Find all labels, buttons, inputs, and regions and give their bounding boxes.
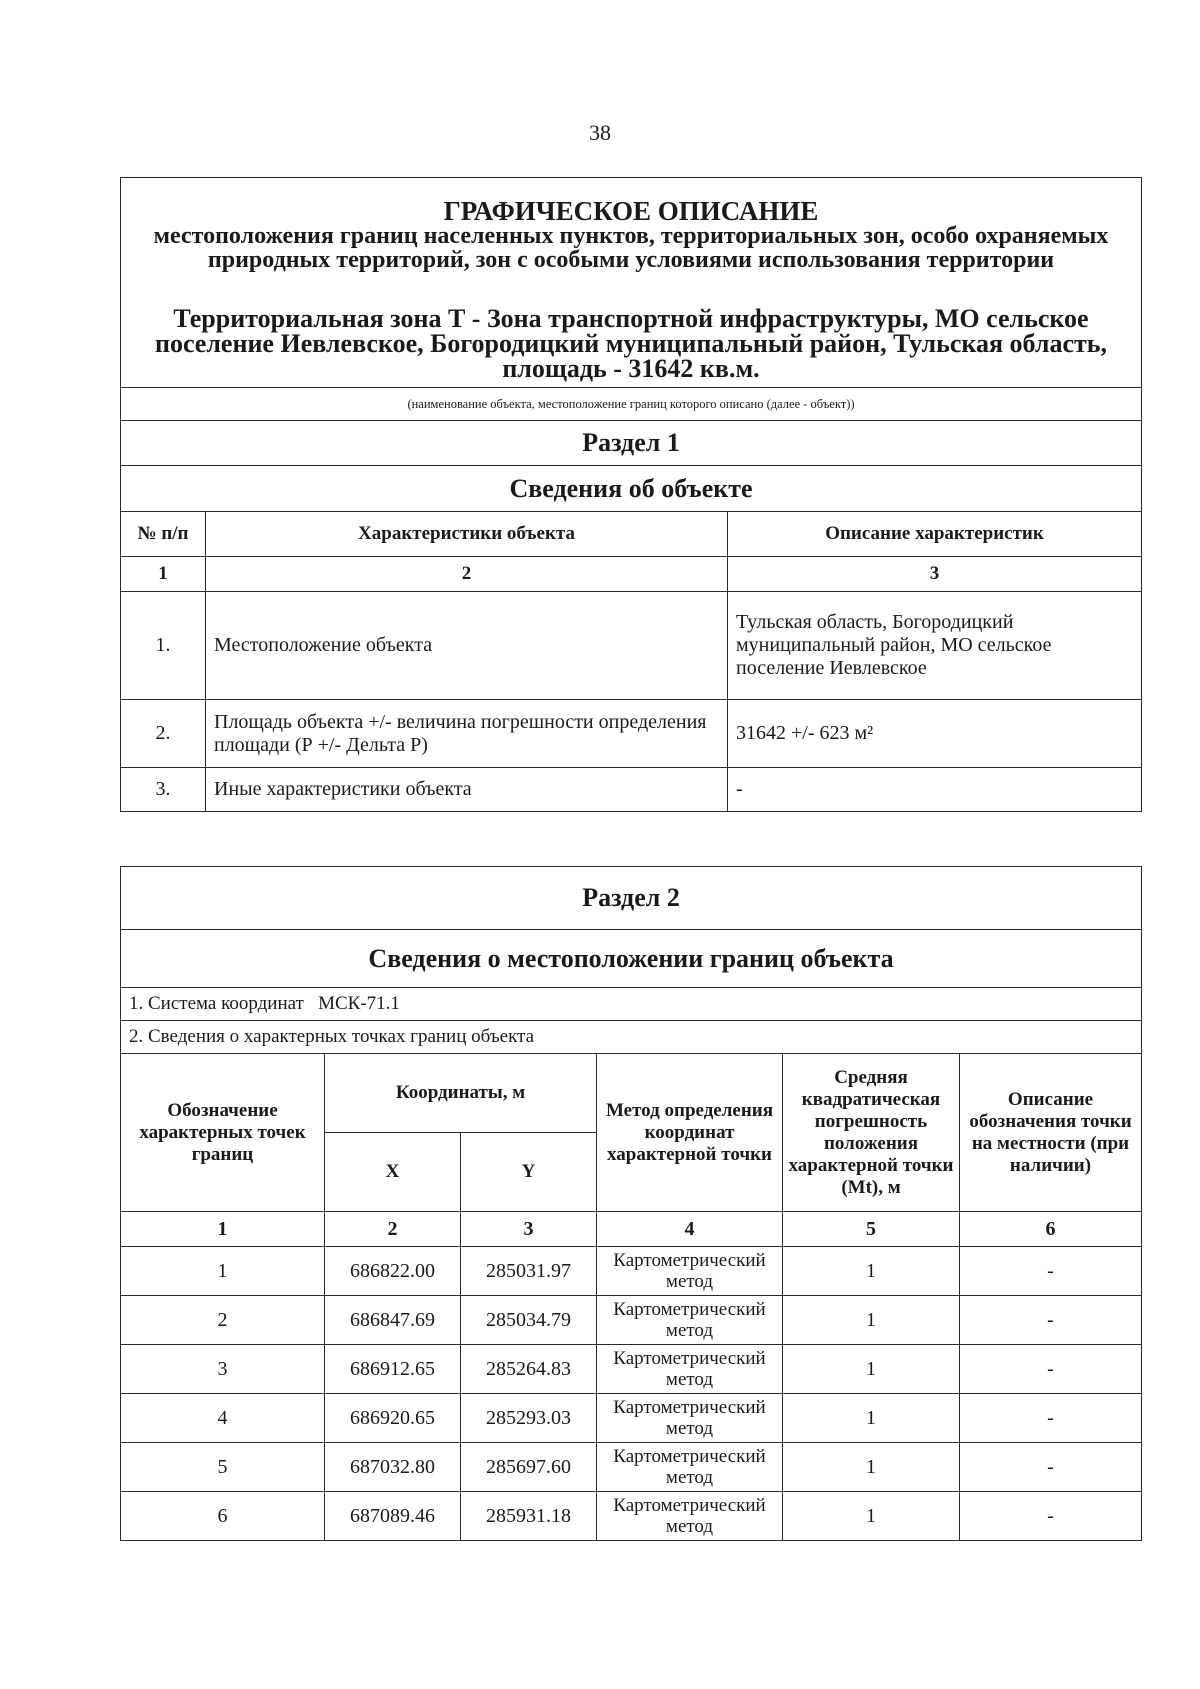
- table-row: [121, 1247, 1142, 1296]
- point-id: 4: [121, 1394, 325, 1443]
- table-row: [121, 592, 1142, 700]
- point-x: 686912.65: [325, 1345, 461, 1394]
- point-id: 6: [121, 1492, 325, 1541]
- point-id: 2: [121, 1296, 325, 1345]
- point-id: 3: [121, 1345, 325, 1394]
- point-desc: -: [960, 1247, 1142, 1296]
- point-desc: -: [960, 1492, 1142, 1541]
- point-y: 285034.79: [461, 1296, 597, 1345]
- col-header-coordinates: Координаты, м: [325, 1054, 597, 1133]
- col-header-y: Y: [461, 1133, 597, 1212]
- point-mt: 1: [783, 1394, 960, 1443]
- points-caption: 2. Сведения о характерных точках границ объекта: [121, 1021, 1142, 1054]
- point-y: 285031.97: [461, 1247, 597, 1296]
- section1-table: [120, 177, 1142, 812]
- col-index-1: 1: [121, 1212, 325, 1247]
- point-desc: -: [960, 1443, 1142, 1492]
- document-header: [121, 178, 1142, 388]
- point-method: Картометрический метод: [597, 1394, 783, 1443]
- point-x: 686847.69: [325, 1296, 461, 1345]
- table-row: [121, 1345, 1142, 1394]
- row-characteristic: Иные характеристики объекта: [206, 768, 728, 812]
- col-header-designation: Обозначение характерных точек границ: [121, 1054, 325, 1212]
- point-x: 686920.65: [325, 1394, 461, 1443]
- point-y: 285264.83: [461, 1345, 597, 1394]
- col-index-1: 1: [121, 557, 206, 592]
- row-number: 1.: [121, 592, 206, 700]
- point-mt: 1: [783, 1345, 960, 1394]
- row-description: -: [728, 768, 1142, 812]
- col-index-2: 2: [206, 557, 728, 592]
- col-header-num: № п/п: [121, 512, 206, 557]
- table-row: [121, 1443, 1142, 1492]
- section1-subtitle: Сведения об объекте: [121, 466, 1142, 512]
- table-row: [121, 768, 1142, 812]
- col-index-6: 6: [960, 1212, 1142, 1247]
- point-desc: -: [960, 1296, 1142, 1345]
- table-row: [121, 700, 1142, 768]
- point-id: 5: [121, 1443, 325, 1492]
- point-method: Картометрический метод: [597, 1345, 783, 1394]
- col-index-4: 4: [597, 1212, 783, 1247]
- document-subtitle: местоположения границ населенных пунктов, территориальных зон, особо охраняемых природных территорий, зон с особыми условиями использования территории: [153, 223, 1109, 273]
- section2-subtitle: Сведения о местоположении границ объекта: [121, 930, 1142, 988]
- col-header-x: X: [325, 1133, 461, 1212]
- point-mt: 1: [783, 1492, 960, 1541]
- section2-table: [120, 866, 1142, 1541]
- row-number: 3.: [121, 768, 206, 812]
- point-x: 687032.80: [325, 1443, 461, 1492]
- document-title: ГРАФИЧЕСКОЕ ОПИСАНИЕ: [443, 196, 819, 226]
- point-y: 285293.03: [461, 1394, 597, 1443]
- row-number: 2.: [121, 700, 206, 768]
- col-header-characteristic: Характеристики объекта: [206, 512, 728, 557]
- col-header-description: Описание характеристик: [728, 512, 1142, 557]
- point-desc: -: [960, 1345, 1142, 1394]
- point-x: 687089.46: [325, 1492, 461, 1541]
- point-x: 686822.00: [325, 1247, 461, 1296]
- point-mt: 1: [783, 1296, 960, 1345]
- point-method: Картометрический метод: [597, 1296, 783, 1345]
- row-characteristic: Местоположение объекта: [206, 592, 728, 700]
- col-index-5: 5: [783, 1212, 960, 1247]
- point-mt: 1: [783, 1443, 960, 1492]
- point-desc: -: [960, 1394, 1142, 1443]
- row-characteristic: Площадь объекта +/- величина погрешности определения площади (Р +/- Дельта Р): [206, 700, 728, 768]
- point-id: 1: [121, 1247, 325, 1296]
- col-header-point-description: Описание обозначения точки на местности (при наличии): [960, 1054, 1142, 1212]
- section2-title: Раздел 2: [121, 867, 1142, 930]
- row-description: Тульская область, Богородицкий муниципальный район, МО сельское поселение Иевлевское: [728, 592, 1142, 700]
- point-mt: 1: [783, 1247, 960, 1296]
- row-description: 31642 +/- 623 м²: [728, 700, 1142, 768]
- page-number: 38: [589, 120, 611, 145]
- col-index-2: 2: [325, 1212, 461, 1247]
- point-method: Картометрический метод: [597, 1247, 783, 1296]
- point-y: 285697.60: [461, 1443, 597, 1492]
- col-header-method: Метод определения координат характерной точки: [597, 1054, 783, 1212]
- object-caption: (наименование объекта, местоположение границ которого описано (далее - объект)): [121, 388, 1142, 421]
- col-header-accuracy: Средняя квадратическая погрешность положения характерной точки (Mt), м: [783, 1054, 960, 1212]
- table-row: [121, 1492, 1142, 1541]
- section1-title: Раздел 1: [121, 421, 1142, 466]
- object-name: Территориальная зона Т - Зона транспортной инфраструктуры, МО сельское поселение Иевлевское, Богородицкий муниципальный район, Тульская область, площадь - 31642 кв.м.: [154, 304, 1108, 383]
- col-index-3: 3: [461, 1212, 597, 1247]
- col-index-3: 3: [728, 557, 1142, 592]
- point-method: Картометрический метод: [597, 1492, 783, 1541]
- table-row: [121, 1296, 1142, 1345]
- coord-system: 1. Система координат МСК-71.1: [121, 988, 1142, 1021]
- point-method: Картометрический метод: [597, 1443, 783, 1492]
- point-y: 285931.18: [461, 1492, 597, 1541]
- table-row: [121, 1394, 1142, 1443]
